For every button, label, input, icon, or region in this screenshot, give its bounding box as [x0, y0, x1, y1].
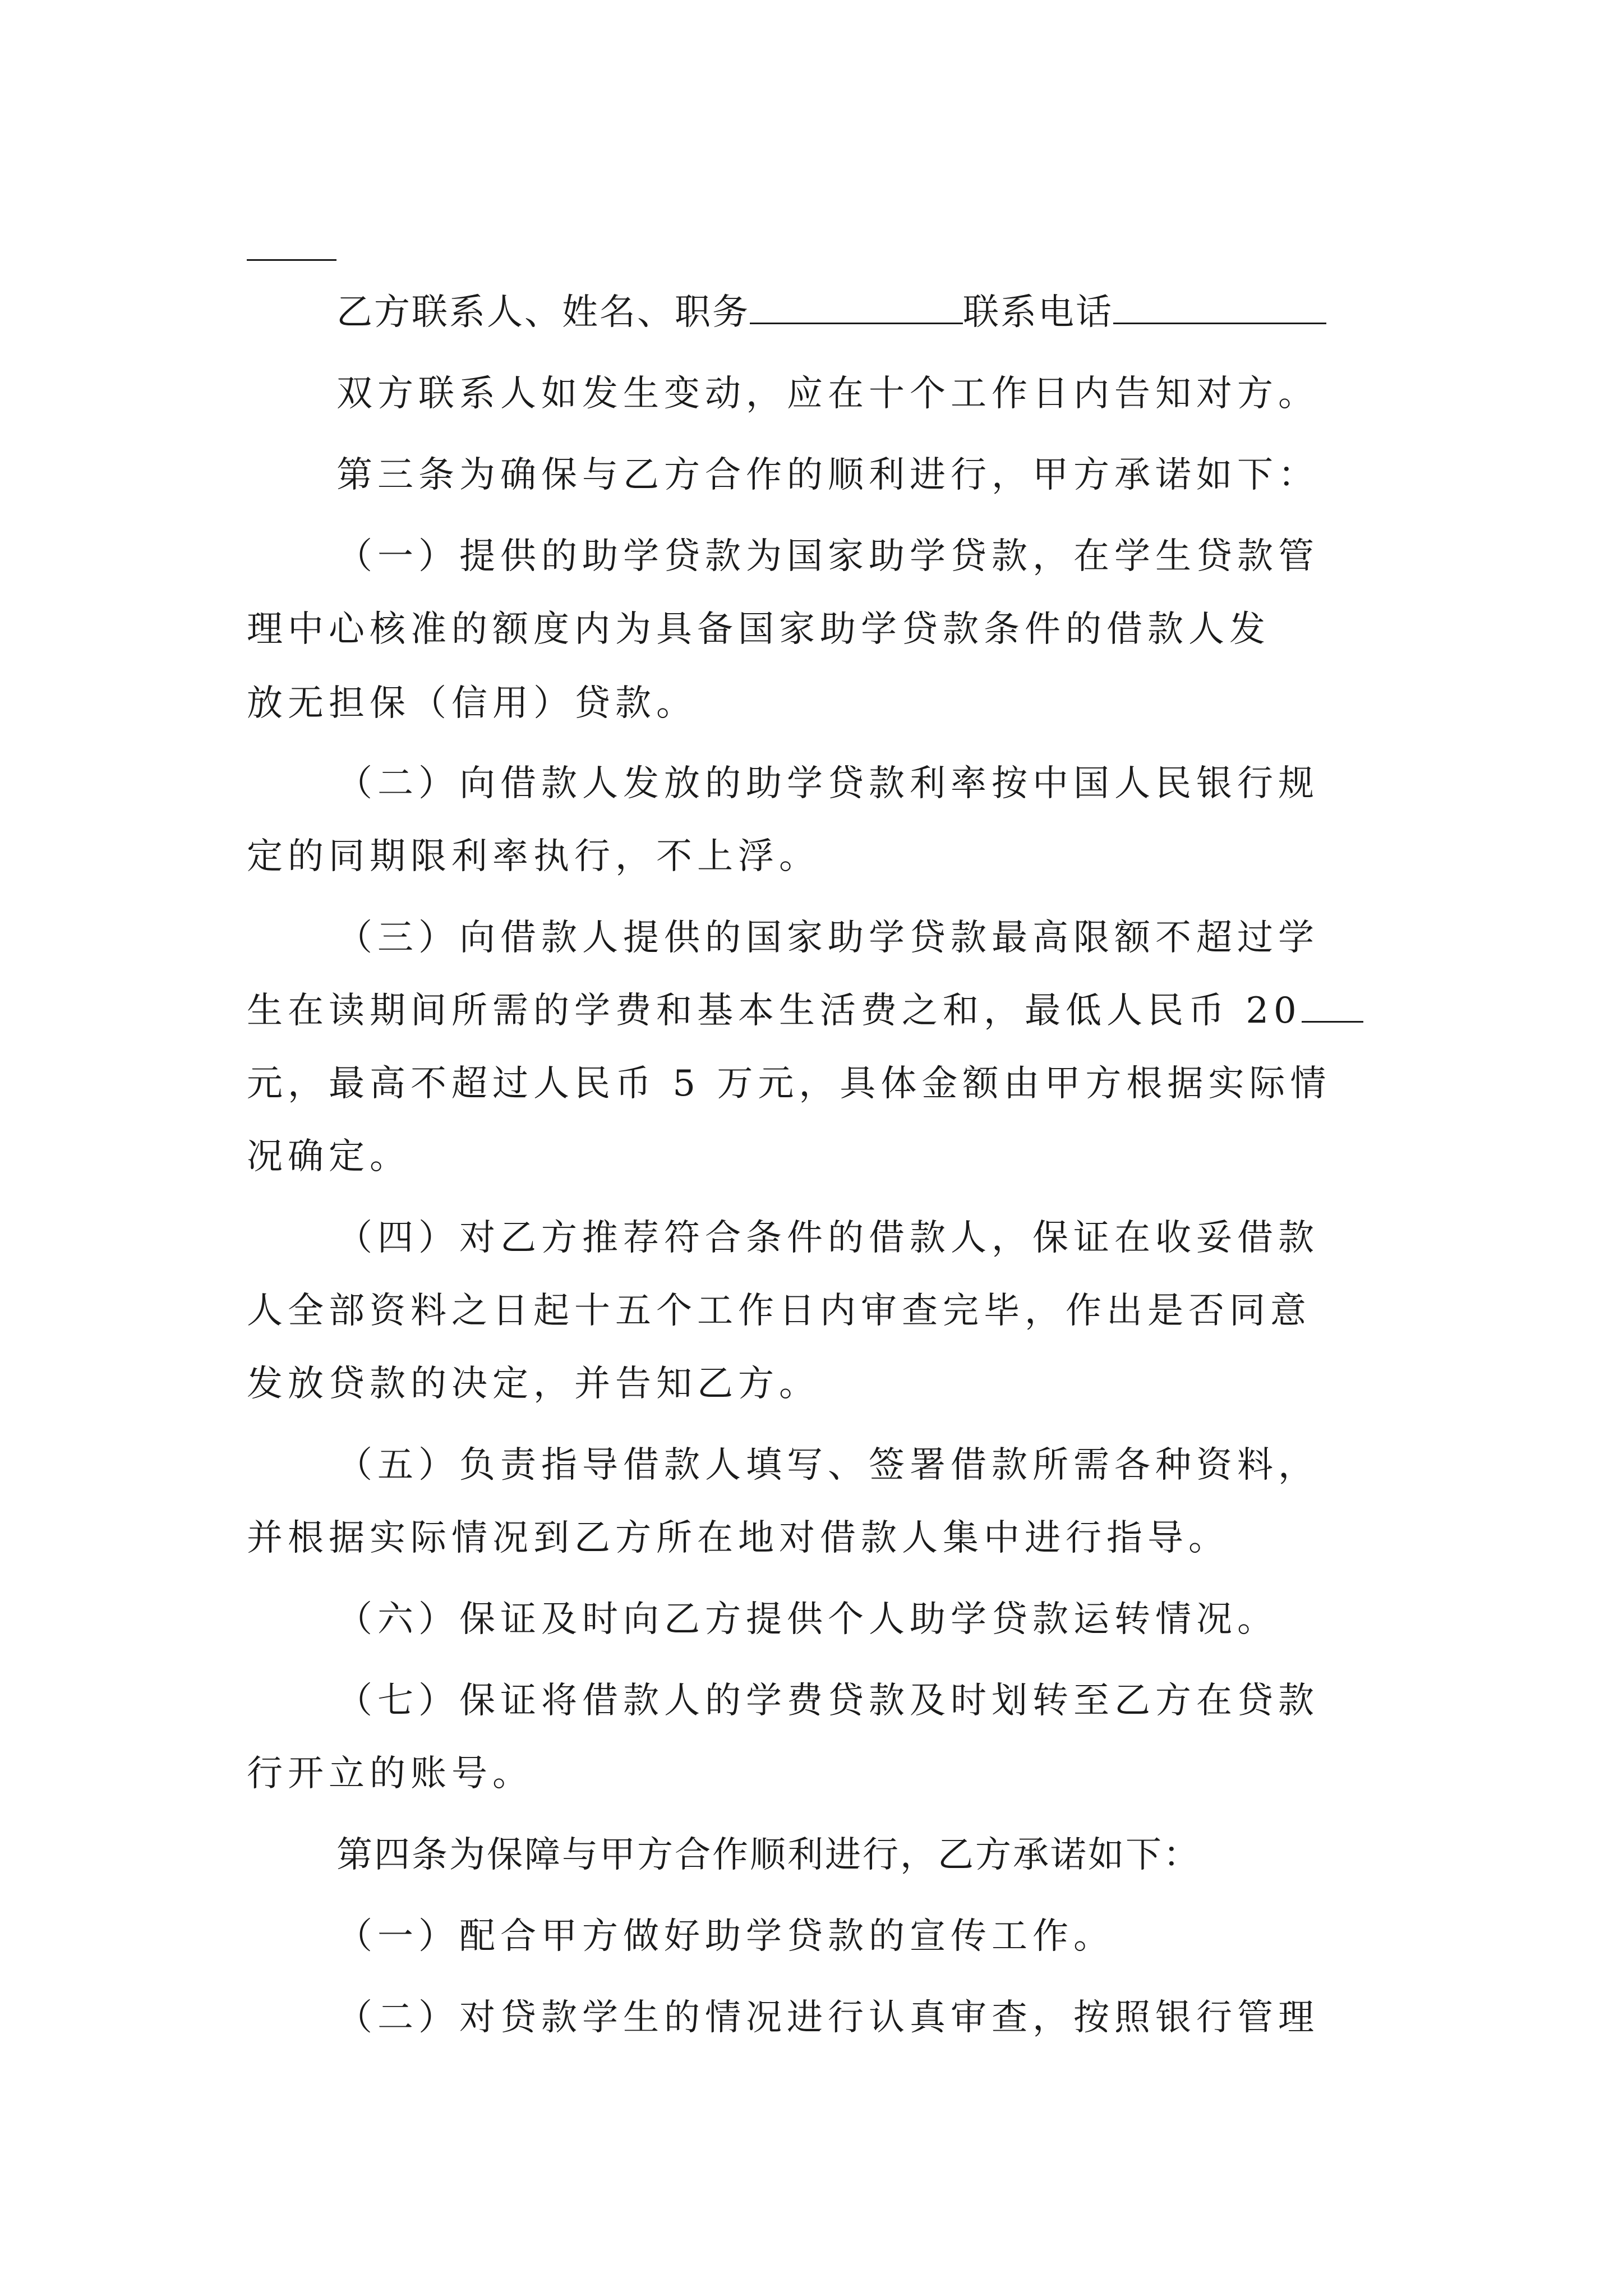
- paragraph-line: （六）保证及时向乙方提供个人助学贷款运转情况。: [336, 1599, 1278, 1640]
- paragraph-text: 生在读期间所需的学费和基本生活费之和，最低人民币 20: [247, 990, 1302, 1032]
- contact-line: [336, 292, 1326, 333]
- paragraph-line: 元，最高不超过人民币 5 万元，具体金额由甲方根据实际情: [247, 1063, 1331, 1105]
- paragraph-line: 放无担保（信用）贷款。: [247, 683, 697, 724]
- paragraph-line: 定的同期限利率执行，不上浮。: [247, 836, 820, 877]
- paragraph-line: （二）向借款人发放的助学贷款利率按中国人民银行规: [336, 763, 1319, 804]
- top-blank-line: [247, 259, 336, 261]
- contact-label-phone: 联系电话: [963, 292, 1113, 333]
- paragraph-line: 况确定。: [247, 1136, 411, 1177]
- paragraph-line: （二）对贷款学生的情况进行认真审查，按照银行管理: [336, 1997, 1319, 2039]
- paragraph-line: （三）向借款人提供的国家助学贷款最高限额不超过学: [336, 917, 1319, 959]
- paragraph-line: 发放贷款的决定，并告知乙方。: [247, 1363, 820, 1405]
- paragraph-line: 行开立的账号。: [247, 1753, 533, 1795]
- contact-phone-blank: [1113, 322, 1326, 324]
- paragraph-line: （七）保证将借款人的学费贷款及时划转至乙方在贷款: [336, 1680, 1319, 1722]
- article-4-heading: 第四条为保障与甲方合作顺利进行，乙方承诺如下：: [336, 1834, 1201, 1876]
- article-3-heading: 第三条为确保与乙方合作的顺利进行，甲方承诺如下：: [336, 454, 1319, 496]
- contact-label-name-title: 乙方联系人、姓名、职务: [336, 292, 750, 333]
- paragraph-line: 人全部资料之日起十五个工作日内审查完毕，作出是否同意: [247, 1290, 1311, 1332]
- paragraph-line: 并根据实际情况到乙方所在地对借款人集中进行指导。: [247, 1517, 1229, 1559]
- paragraph-line-with-blank: [247, 990, 1363, 1032]
- min-amount-blank: [1302, 1020, 1363, 1023]
- paragraph-line: （五）负责指导借款人填写、签署借款所需各种资料，: [336, 1444, 1319, 1486]
- paragraph-line: （四）对乙方推荐符合条件的借款人，保证在收妥借款: [336, 1217, 1319, 1259]
- paragraph-line: （一）提供的助学贷款为国家助学贷款，在学生贷款管: [336, 536, 1319, 577]
- paragraph-line: 双方联系人如发生变动，应在十个工作日内告知对方。: [336, 373, 1319, 415]
- paragraph-line: 理中心核准的额度内为具备国家助学贷款条件的借款人发: [247, 609, 1270, 650]
- paragraph-line: （一）配合甲方做好助学贷款的宣传工作。: [336, 1916, 1114, 1957]
- contact-name-blank: [750, 322, 963, 324]
